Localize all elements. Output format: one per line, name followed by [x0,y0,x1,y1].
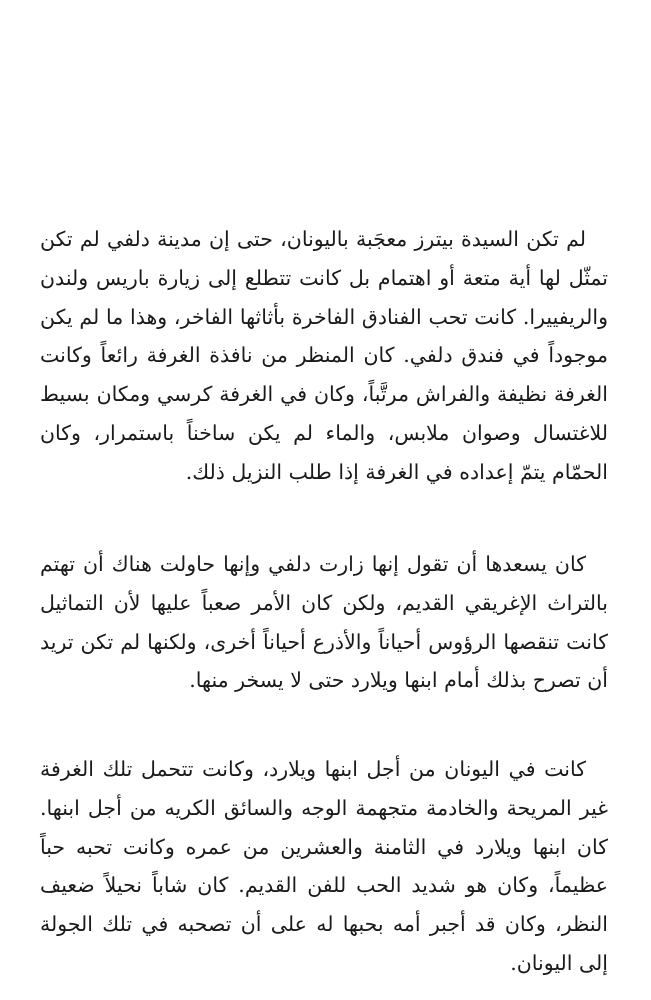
paragraph-3 [40,750,608,983]
paragraph-2 [40,545,608,700]
paragraph-1 [40,220,608,492]
paragraph-3-text: كانت في اليونان من أجل ابنها ويلارد، وكانت تتحمل تلك الغرفة غير المريحة والخادمة متجهمة الوجه والسائق الكريه من أجل ابنها. كان ابنها ويلارد في الثامنة والعشرين من عمره وكانت تحبه حباً عظيماً، وكان هو شديد الحب للفن القديم. كان شاباً نحيلاً ضعيف النظر، وكان قد أجبر أمه بحبها له على أن تصحبه في تلك الجولة إلى اليونان. [40,757,608,975]
paragraph-1-text: لم تكن السيدة بيترز معجَبة باليونان، حتى إن مدينة دلفي لم تكن تمثّل لها أية متعة أو اهتمام بل كانت تتطلع إلى زيارة باريس ولندن والريفييرا. كانت تحب الفنادق الفاخرة بأثاثها الفاخر، وهذا ما لم يكن موجوداً في فندق دلفي. كان المنظر من نافذة الغرفة رائعاً وكانت الغرفة نظيفة والفراش مرتَّباً، وكان في الغرفة كرسي ومكان بسيط للاغتسال وصوان ملابس، والماء لم يكن ساخناً باستمرار، وكان الحمّام يتمّ إعداده في الغرفة إذا طلب النزيل ذلك. [40,227,608,484]
paragraph-2-text: كان يسعدها أن تقول إنها زارت دلفي وإنها حاولت هناك أن تهتم بالتراث الإغريقي القديم، ولكن كان الأمر صعباً عليها لأن التماثيل كانت تنقصها الرؤوس أحياناً والأذرع أحياناً أخرى، ولكنها لم تكن تريد أن تصرح بذلك أمام ابنها ويلارد حتى لا يسخر منها. [40,552,608,693]
